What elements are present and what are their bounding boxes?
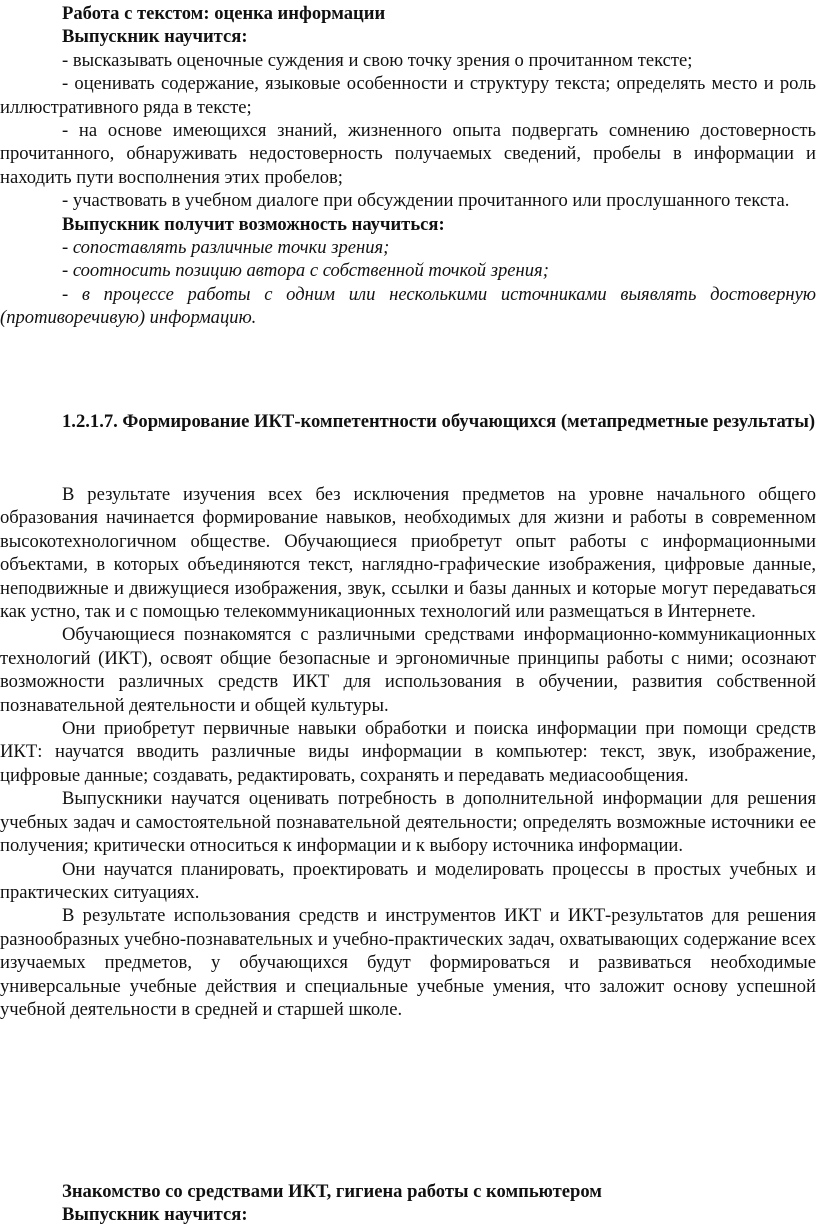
ict-body [0, 483, 816, 1021]
paragraph: Обучающиеся познакомятся с различными средствами информационно-коммуникационных технологий (ИКТ), освоят общие безопасные и эргономичные принципы работы с ними; осознают возможности различных средств ИКТ для использования в обучении, развития собственной познавательной деятельности и общей культуры. [0, 624, 816, 716]
learns-label: Выпускник научится: [62, 1204, 248, 1226]
paragraph: Они приобретут первичные навыки обработки и поиска информации при помощи средств ИКТ: научатся вводить различные виды информации в компьютер: текст, звук, изображение, цифровые данные; создавать, редактировать, сохранять и передавать медиасообщения. [0, 718, 816, 786]
paragraph: Выпускники научатся оценивать потребность в дополнительной информации для решения учебных задач и самостоятельной познавательной деятельности; определять возможные источники ее получения; критически относиться к информации и к выбору источника информации. [0, 788, 816, 857]
paragraph: В результате использования средств и инструментов ИКТ и ИКТ-результатов для решения разнообразных учебно-познавательных и учебно-практических задач, охватывающих содержание всех изучаемых предметов, у обучающихся будут формироваться и развиваться необходимые универсальные учебные действия и специальные учебные умения, что заложит основу успешной учебной деятельности в средней и старшей школе. [0, 905, 816, 1020]
opportunity-label: Выпускник получит возможность научиться: [62, 213, 445, 235]
section-heading-hygiene: Знакомство со средствами ИКТ, гигиена работы с компьютером [62, 1181, 602, 1202]
list-item: - участвовать в учебном диалоге при обсуждении прочитанного или прослушанного текста. [62, 190, 790, 212]
reading-section [0, 2, 816, 330]
list-item: - сопоставлять различные точки зрения; [62, 237, 390, 259]
list-item: - высказывать оценочные суждения и свою точку зрения о прочитанном тексте; [62, 49, 693, 71]
section-heading-reading: Работа с текстом: оценка информации [62, 3, 386, 24]
learns-label: Выпускник научится: [62, 26, 248, 48]
list-item: - оценивать содержание, языковые особенности и структуру текста; определять место и роль иллюстративного ряда в тексте; [0, 73, 816, 118]
hygiene-section [0, 1180, 816, 1227]
paragraph: В результате изучения всех без исключения предметов на уровне начального общего образования начинается формирование навыков, необходимых для жизни и работы в современном высокотехнологичном обществе. Обучающиеся приобретут опыт работы с информационными объектами, в которых объединяются текст, наглядно-графические изображения, цифровые данные, неподвижные и движущиеся изображения, звук, ссылки и базы данных и которые могут передаваться как устно, так и с помощью телекоммуникационных технологий или размещаться в Интернете. [0, 484, 816, 623]
list-item: - на основе имеющихся знаний, жизненного опыта подвергать сомнению достоверность прочитанного, обнаруживать недостоверность получаемых сведений, пробелы в информации и находить пути восполнения этих пробелов; [0, 120, 816, 188]
paragraph: Они научатся планировать, проектировать и моделировать процессы в простых учебных и практических ситуациях. [0, 858, 816, 903]
list-item: - в процессе работы с одним или несколькими источниками выявлять достоверную (противоречивую) информацию. [0, 283, 816, 329]
ict-heading-block [0, 410, 816, 433]
list-item: - соотносить позицию автора с собственной точкой зрения; [62, 260, 549, 282]
section-heading-ict: 1.2.1.7. Формирование ИКТ-компетентности обучающихся (метапредметные результаты) [62, 411, 816, 432]
